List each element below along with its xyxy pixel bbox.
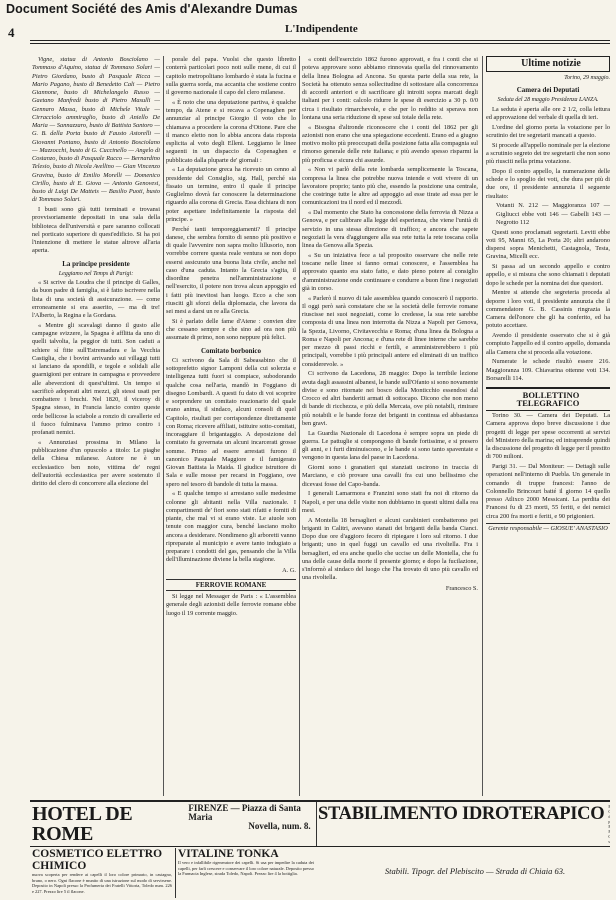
paragraph: Si passa ad un secondo appello e contro appello, e si misura che sono chiamati i deputati dopo le schede per la nomina dei due questori. — [486, 263, 610, 287]
masthead-rule — [30, 40, 610, 41]
society-banner: Document Société des Amis d'Alexandre Dumas — [6, 2, 298, 16]
ad-divider — [316, 802, 317, 846]
ads-mid-rule — [30, 846, 610, 847]
chamber-heading: Camera dei Deputati — [516, 86, 580, 94]
section-heading: Comitato borbonico — [200, 346, 262, 355]
paragraph: « E qualche tempo si arrestano sulle medesime colonne gli abitanti nella Villa nazionale. I compartimenti de' fiori sono stati rifatti e forniti di piante, che mal vi si erano viste. Le aiuole son tenute con maggior cura, benché lasciano molto ancora a desiderare. Nondimeno gli arboretti vanno ripreparate al municipio e avere tanto indugiato a preparare i condotti del gas, pensando che la Villa dell'illuminazione diviene la bella stagione. — [166, 490, 296, 564]
ad-title: STABILIMENTO IDROTERAPICO — [318, 804, 605, 824]
paragraph: La seduta è aperta alle ore 2 1/2, colla lettura ed approvazione del verbale di quella di ieri. — [486, 105, 610, 121]
vote-tally: Votanti N. 212 — Maggioranza 107 — Gigliucci ebbe voti 146 — Gabelli 143 — Negrotto 112 — [496, 202, 610, 226]
column-divider — [163, 56, 164, 796]
paragraph: « Parlerò il nuovo di tale assemblea quando conoscerò il rapporto. Il oggi però sarà constatare che se la società delle ferrovie romane riuscisse nei suoi negoziati, come lo credesse, la sua rete sarebbe composta di una linea non interrotta da Nizza a Napoli per Genova, la Spezia, Livorno, Civitavecchia e Roma; d'una linea da Bologna a Roma e Napoli per Ancona; e d'una rete di linee interne che sarebbe per mezzo di passi ricchi e fertili, e amministrerebbero i più principali, vorrebbe i più principali antere ed eliminati di un traffico considerevole. » — [302, 294, 478, 368]
telegraph-bulletin-title: BOLLETTINO TELEGRAFICO — [486, 387, 610, 411]
paragraph: Giorni sono i granatieri qui stanziati uscirono in traccia di Marciano, e ciò provare una cavalli fra cui uno bellissimo che dicevasi fosse del Capo-banda. — [302, 464, 478, 488]
signature: A. G. — [282, 566, 296, 574]
column-divider — [482, 56, 483, 796]
article-column-4 — [486, 56, 610, 796]
paragraph: porale del papa. Vuolsi che questo libretto conterrà particolari poco noti sulle mene, di cui il capitolo metropolitano lombardo è stata la fucina e sulla guerra sorda, ma accanita che sostiene contro il governo nazionale il capo del clero milanese. — [166, 56, 296, 96]
paragraph: « La deputazione greca ha ricevuto un cenno al presidente del Consiglio, sig. Hall, perché sia fissato un termine, entro il quale il principe Guglielmo dovrà far conoscere la determinazione riguardo alla corona di Grecia. Essa dichiara di non poter aspettare indefinitamente la risposta del principe. » — [166, 166, 296, 223]
column-divider — [299, 56, 300, 796]
article-column-1 — [32, 56, 160, 796]
paragraph: « Mentre gli scavalagi danno il gusto alle campagne svizzere, la Spagna è afflitta da uno di quelli talvolta, la peggior di tutti. Son caduti a schiere sí fitte sull'Estremadura e la Vecchia Castiglia, che i bovini arrivando sui villaggi tutti si lanciano da spondilli, e tegole e solidali alle guarnigioni per entrare in campagna e provvedere alle abeverzioni di quest'ultimi. Un tempo si sacrificò adoperati altri mezzi, gli stessi usati per combattere i bruchi. Nel 1820, il viceroy di Spagna stesso, in Francia lancio contro queste orde bellicose la sciabole a ronzio di cavallerie ed il fuoco fulminava l'ammo primo contro i profanati nemici. — [32, 321, 160, 436]
paragraph: « Su un iniziativa fece a tal proposito osservare che nelle rete toscane nelle linee si fanno ormai conoscere, e l'assemblea ha approvato quanto era stato fatto, e dato pieno potere al consiglio d'amministrazione onde continuare e condurre a buon fine i negoziati già in corso. — [302, 251, 478, 292]
paragraph: Ci scrivono da Sala di Sabeasabino che il sottoprefetto signor Lamponi della cui solerzia e intelligenza tutti fuori si compiace, subodorando qualche cosa nell'aria, mandò in Foggiano di disegno Lombardi. A questi fu dato di voi scoprire e sorprendere un comitato reazionario del quale erano anima, il sindaco, alcuni consoli di quel Capitolo, risultati per corrispondenze direttamente con Roma; ricevere affiliati, istituire sotto-comitati, incoraggiare il brigantaggio. A deposizione del comitato fu governata un alcuni incarcerati grosse somme. Primo ad essere arrestati furono il canonico Pasquale Maggiore e il famigerato Giovan Battista la Maida. Il giudice istruttore di Sala e sulle mosse per recarsi in Foggiano, ove spero nel tesoro di bandole di tutta la massa. — [166, 356, 296, 488]
paragraph: « È noto che una deputazione partiva, è qualche tempo, da Atene e si recava a Copenaghen per annunziar al principe Giorgio il voto che lo chiamava a procedere la corona d'Ottone. Pare che il manco eletto non lo abbia ancora data risposta esplicita al voto degli Elleni. Leggiamo le linee seguenti in un dispaccio da Copenaghen e pubblicato dalla pluparte de' giornali : — [166, 98, 296, 164]
paragraph: Si procede all'appello nominale per la elezione a scrutinio segreto dei tre segretarii che non sono più riusciti nella prima votazione. — [486, 141, 610, 165]
paragraph: La Guardia Nazionale di Lacedona è sempre sopra un piede di guerra. Le pattuglie si compongono di bande fortissime, e si presero gli anni, e i furti diminuiscono, e le bande si sono tanto spaventate e vengono in questa lana del paese in Lacedona. — [302, 429, 478, 462]
ad-title: COSMETICO ELETTRO CHIMICO — [32, 848, 163, 872]
ad-body: Il vero e infallibile rigeneratore dei capelli. Si usa per impedire la caduta dei capelli, per farli crescere e conservare il loro colore naturale. Deposito presso la Farmacia Inglese, strada Toledo, Napoli. Prezzo lire 4 la bottiglia. — [178, 860, 314, 877]
ad-subtitle — [608, 804, 610, 844]
paragraph: « Annunziasi prossima in Milano la pubblicazione d'un opuscolo a titolo: Le piaghe della Chiesa milanese. Autore ne è un ecclesiastico ben noto, vittima de' regni dell'autorità ecclesiastica per avere sostenuto il diritto del clero di concorrere alla elezione del — [32, 438, 160, 487]
paragraph: « conti dell'esercizio 1862 furono approvati, e fra i conti che si poteva approvare sono abbiamo rinnovata quella del rinnovamento della linea Bologna ad Ancona. Su questa parte della sua rete, la Società ha ottenuto senza sollecitudine di sottostare alla concorrenza di accordi anteriori e di sacrificare gli introiti sopra marcati degli italiani per i conti: calcolo ridurre le spese di esercizio a 30 p. 0/0 circa i risultato rimarchevole, e che per lo reddito si sperava non lontana una seria riduzione di spese sul totale della rete. — [302, 56, 478, 121]
masthead-rule-thin — [30, 43, 610, 44]
paragraph: Si è parlato delle fame d'Atene : convien dire che cessano sempre e che sino ad ora non più assumate di primo, non sono neppure più felici. — [166, 317, 296, 342]
article-column-2 — [166, 56, 296, 796]
ads-top-rule — [30, 800, 610, 802]
paragraph: Perché tanti temporeggiamenti? Il principe danese, che sembra fornito di senno più positivo e di quale l'avvenire non sapra molto lillusorio, non vorrebbe correre questa reale ventura se non dopo essersi assicurato una buona lista civile, anche nel caso d'una caduta. Intanto la Grecia s'agita, il disordine penetra nell'amministrazione e nell'esercito, il potere non trova alcun appoggio ed i fatti più inevitosi han luogo. Ecco a che son riusciti gli sforzi della diplomazia, che lavora da sei mesi a darsi un re alla Grecia. — [166, 225, 296, 315]
masthead — [8, 22, 610, 40]
section-heading: La principe presidente — [62, 259, 130, 268]
paragraph: Dopo il contro appello, la numerazione delle schede e lo spoglio dei voti, che dura per più di due ore, il presidente annunzia il seguente risultato: — [486, 167, 610, 200]
cosmetico-ad — [32, 848, 172, 898]
paragraph: « Dal momento che Stato ha concessione della ferrovia di Nizza a Genova, e per calibrare alla legge del esperienza, che viene l'unità di servizio in una stessa direzione di traffico; e ancora che sapete negoziati la vera d'aggiungere alla sua rete tutta la rete toscana colla linea da Genova alla Spezia. — [302, 209, 478, 249]
dateline: Torino, 29 maggio. — [564, 74, 610, 81]
paragraph: Questi sono proclamati segretarii. Leviti ebbe voti 95, Manni 65, La Porta 20; altri andarono dispersi sopra Menichetti, Castagnola, Testa, Gravina, Micelli ecc. — [486, 228, 610, 261]
stabilimento-idroterapico-ad — [318, 804, 610, 844]
paragraph: Parigi 31. — Dal Moniteur: — Dettagli sulle operazioni nell'interno di Puebla. Un generale in comando di truppe francesi: l'anno de Colonnello Brincourt batté il giorno 14 quello presso Atlixco 2000 Messicani. La perdita dei Francesi fu di 23 morti, 55 feriti, e dei nemici circa 200 fra morti e feriti, e 90 prigionieri. — [486, 463, 610, 520]
paragraph: I generali Lamarmora e Franzini sono stati fra noi di ritorno da Napoli, e per una delle visite non dubbiamo in questi ultimi dalla rea mesi. — [302, 490, 478, 514]
paragraph: Ci scrivono da Lacedona, 28 maggio: Dopo la terribile lezione avuta dagli assassini albanesi, le bande sull'Ofanto si sono novamente divise e sono ritornate nei bosco della Monticchio essendosi dal Crocco ed altri banderiti armati di sottocapo. Dicono che non meno di bande di ricchezza, e più della Mercata, ove più notabili, rimirare più notabili e le bande forze dei briganti in continua ed abbastanza ben gravi. — [302, 370, 478, 427]
paragraph: I busti sono già tutti terminati e trovansi provvisoriamente depositati in una sala della biblioteca dell'università e pare saranno collocati nel porticato superiore di quest'edificio. Si ha poi l'intenzione di mettere le statue altrove all'aria aperta. — [32, 206, 160, 255]
vitaline-ad — [178, 848, 314, 898]
paragraph: Avendo il presidente osservato che si è già compiuto l'appello ed il contro appello, domanda alla Camera che si proceda alla votazione. — [486, 332, 610, 356]
latest-news-title: Ultime notizie — [486, 56, 610, 72]
ad-location: FIRENZE — Piazza di Santa Maria — [188, 804, 301, 822]
paragraph: Si legge nel Messager de Paris : « L'assemblea generale degli azionisti delle ferrovie romane ebbe luogo il 19 corrente maggio. — [166, 593, 296, 617]
printer-line: Stabili. Tipogr. del Plebiscito — Strada di Chiaia 63. — [384, 866, 566, 876]
newspaper-title: L'Indipendente — [285, 23, 358, 35]
ad-title: HOTEL DE ROME — [32, 804, 133, 844]
editor-signoff: Gerente responsabile — GIOSUE' ANASTASIO — [486, 523, 610, 533]
paragraph: A Montella 18 bersaglieri e alcuni carabinieri combatterono pei briganti in Calitri, avevano stanati dei briganti della banda Cianci. Dopo due ore d'aggioro fecero di ripiegare i loro sul ritorno. I due briganti; uno in quel fuggi un cavallo ed una rivoltella. Fra i bersaglieri, ed era anche quello che uccise un delle Montella, che fu una delle cause della morte il presente giorno; e dopo la fucilazione, s'informò al sindaco del luogo che l'ha trovato di uno più cavallo ed una rivoltella. — [302, 516, 478, 582]
signature: Francesco S. — [445, 584, 478, 592]
paragraph: Torino 30. — Camera dei Deputati. La Camera approva dopo breve discussione i due progetti di legge per spese occorrenti ai servizi del Ministero della marina; ed intraprende quindi la discussione del progetto di legge per il prestito di 700 milioni. — [486, 412, 610, 461]
ad-divider — [175, 848, 176, 898]
paragraph: « Non vi parlò della rete lombarda semplicemente la Toscana, compresa la linea che potrebbe nuova intende e voti vivere di un lavoratore proprio; tanto più che, essendo la posizione una centrale, che costringe tutte le altre ad appoggio ad esse tirate ad essa per le comunicazioni tra il nord ed il mezzodì. — [302, 166, 478, 207]
article-column-3 — [302, 56, 478, 796]
ad-body: nuova scoperta per rendere ai capelli il loro colore primario, in castagno, bruno, o nero. Ogni flacone è munito di una istruzione sul modo di servirsene. Deposito in Napoli presso la Profumeria dei Fratelli Vittoria, Toledo num. 226 e 227. Prezzo lire 5 il flacone. — [32, 872, 172, 894]
section-heading: FERROVIE ROMANE — [166, 579, 296, 591]
section-subheading: Leggiamo nel Temps di Parigi: — [58, 270, 134, 277]
statues-list: Vigne, statua di Antonio Bosciolano — Tommaso d'Aquino, statua di Tommaso Solari — Pietro Giordano, busto di Pasquale Ricca — Mario Pagano, busto di Benedetto Cali — Pietro Giannone, busto di Michelangelo Russo — Gaetano Manfredi busto di Pietro Masulli — Gennaro Massa, busto di Michele Vitale — Cirracciolo ammiraglio, busto di Aniello De Maria — Sannazzaro, busto di Battista Santoro — G. B. della Porta busto di Fausto Astorelli — Giovanni Pontano, busto di Antonio Bosciolano — Mazzocchi, busto di G. Cuccinello — Angelo di Costanzo, busto di Pasquale Rucco — Bernardino Telesio, busto di Nicola Avellino — Gian Vincenzo Gravina, busto di Emilio Morelli — Domenico Cirillo, busto di E. Giova — Antonio Genovesi, busto di Luigi De Matteis — Basilio Puoti, busto di Tommaso Solari. — [32, 56, 160, 204]
paragraph: « Bisogna d'altronde riconoscere che i conti del 1862 per gli azionisti non erano che una spiegazione eccedenti. Erano ed a giugno motivo molto più preoccupati della posizione fatta alla compagnia sul rimorso generale delle rete italiana; e più avendo spesso risparmi la più proficua e sicura chi assurde. — [302, 123, 478, 164]
paragraph: Mentre si attende che segreteria proceda al deporre i loro voti, il presidente annunzia che il commendatore G. B. Cassinis ringrazia la Camera dell'onore che gli ha conferito, ed ha potuto accettare. — [486, 289, 610, 330]
paragraph: Numerate le schede risultò essere 216. Maggioranza 109. Chiavarina ottenne voti 134. Borsarelli 114. — [486, 358, 610, 382]
session-heading: Seduta del 28 maggio Presidenza LANZA. — [497, 97, 599, 104]
hotel-de-rome-ad — [32, 804, 314, 844]
paragraph: L'ordine del giorno porta la votazione per lo scrutinio dei tre segretarii mancati a questo. — [486, 123, 610, 139]
paragraph: « Si scrive da Loudra che il principe di Galles, da buon padre di famiglia, si è fatto iscrivere nella lista di una società di assicurazione. — come erroneamente si era asserito, — ma di tre! l'Alberto, la Regina e la Gordana. — [32, 279, 160, 319]
page-number: 4 — [8, 25, 15, 40]
ad-title: VITALINE TONKA — [178, 848, 279, 860]
ad-street: Novella, num. 8. — [248, 821, 311, 831]
